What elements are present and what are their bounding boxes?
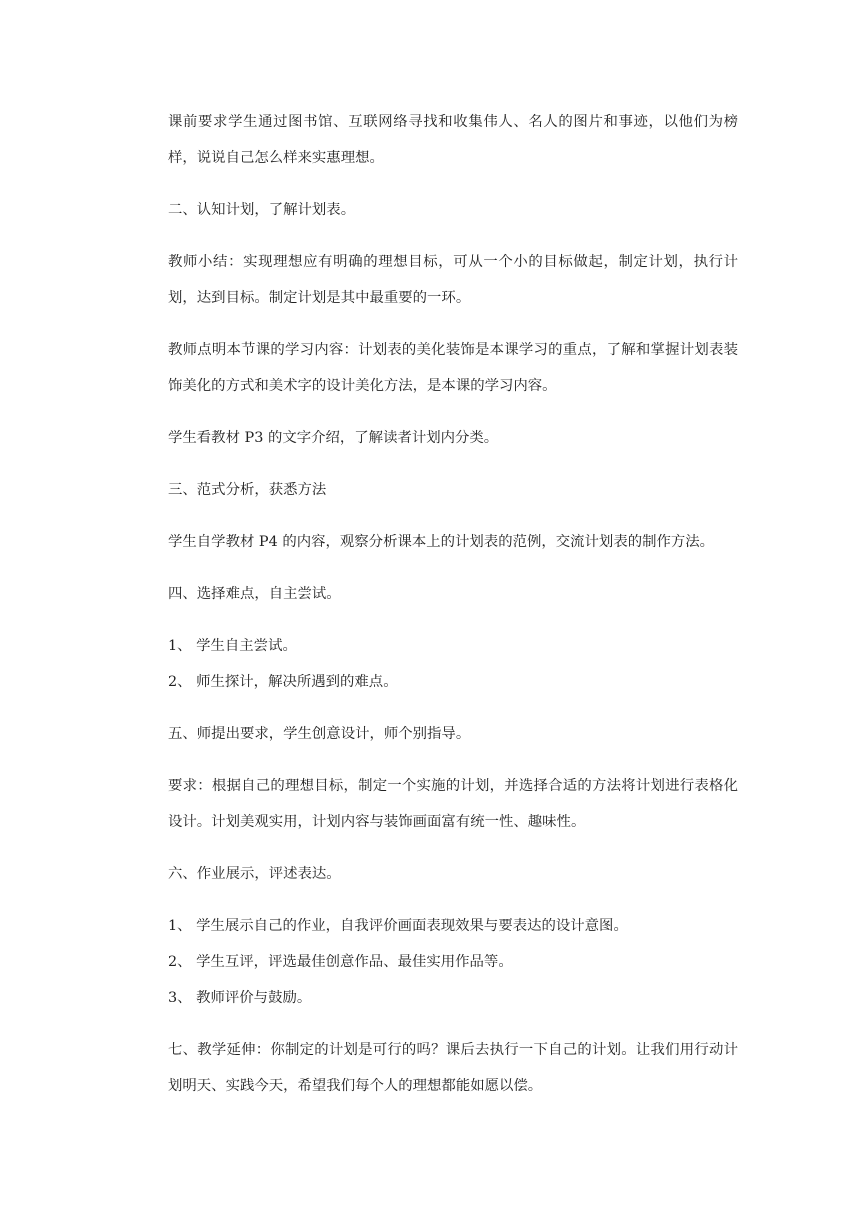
section-heading-6: 六、作业展示，评述表达。 (168, 866, 341, 882)
list-showcase (168, 908, 738, 1016)
list-item: 1、 学生展示自己的作业，自我评价画面表现效果与要表达的设计意图。 (168, 918, 628, 934)
list-item: 1、 学生自主尝试。 (168, 638, 297, 654)
paragraph-lesson-content: 教师点明本节课的学习内容：计划表的美化装饰是本课学习的重点，了解和掌握计划表装饰美化的方式和美术字的设计美化方法，是本课的学习内容。 (168, 342, 738, 394)
paragraph-requirements: 要求：根据自己的理想目标，制定一个实施的计划，并选择合适的方法将计划进行表格化设计。计划美观实用，计划内容与装饰画面富有统一性、趣味性。 (168, 778, 738, 830)
section-heading-7: 七、教学延伸：你制定的计划是可行的吗？课后去执行一下自己的计划。让我们用行动计划明天、实践今天，希望我们每个人的理想都能如愿以偿。 (168, 1042, 738, 1094)
section-heading-5: 五、师提出要求，学生创意设计，师个别指导。 (168, 726, 471, 742)
list-item: 2、 学生互评，评选最佳创意作品、最佳实用作品等。 (168, 954, 513, 970)
list-item: 3、 教师评价与鼓励。 (168, 990, 312, 1006)
section-heading-2: 二、认知计划，了解计划表。 (168, 202, 356, 218)
section-heading-4: 四、选择难点，自主尝试。 (168, 586, 341, 602)
paragraph-intro: 课前要求学生通过图书馆、互联网络寻找和收集伟人、名人的图片和事迹，以他们为榜样，说说自己怎么样来实惠理想。 (168, 114, 738, 166)
list-item: 2、 师生探计，解决所遇到的难点。 (168, 674, 398, 690)
paragraph-teacher-summary: 教师小结：实现理想应有明确的理想目标，可从一个小的目标做起，制定计划，执行计划，达到目标。制定计划是其中最重要的一环。 (168, 254, 738, 306)
document-page (168, 104, 738, 1120)
paragraph-textbook-p3: 学生看教材 P3 的文字介绍，了解读者计划内分类。 (168, 430, 499, 446)
section-heading-3: 三、范式分析，获悉方法 (168, 482, 327, 498)
list-attempts (168, 628, 738, 700)
paragraph-textbook-p4: 学生自学教材 P4 的内容，观察分析课本上的计划表的范例，交流计划表的制作方法。 (168, 534, 715, 550)
